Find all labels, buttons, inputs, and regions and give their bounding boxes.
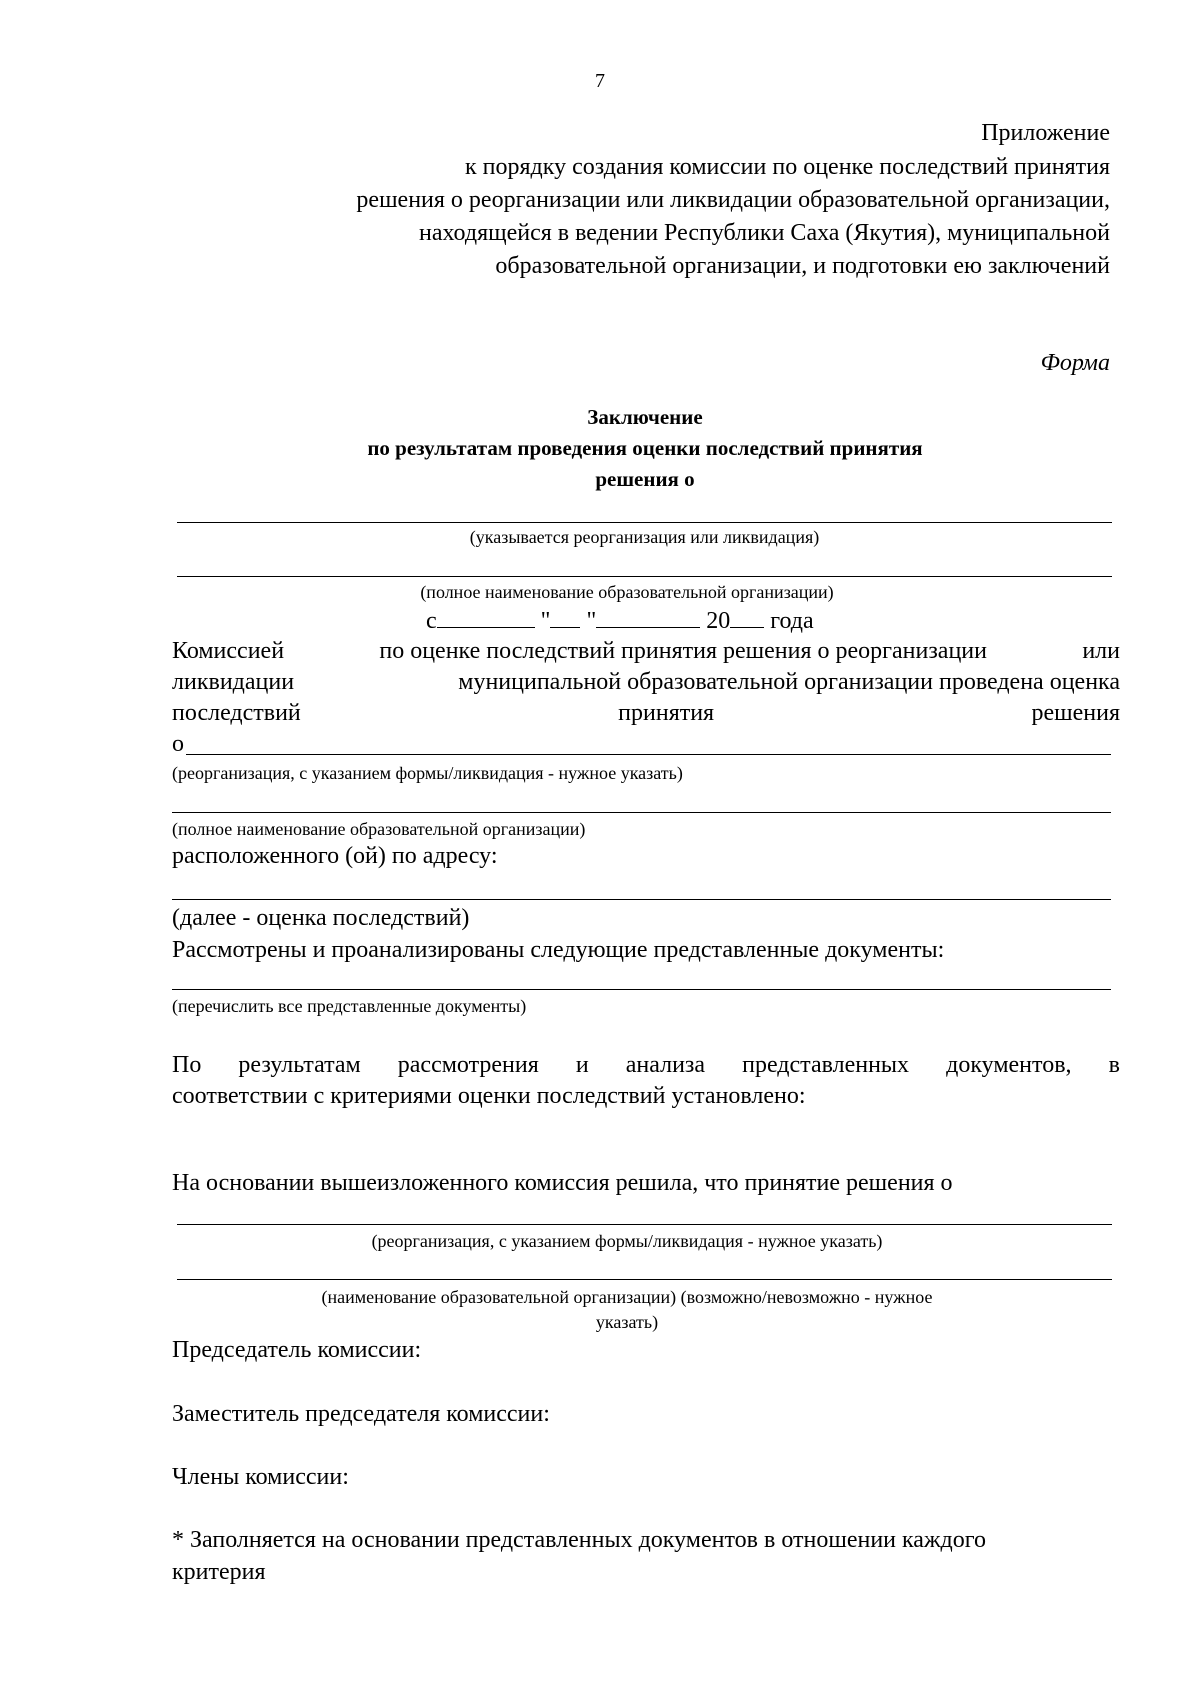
blank-line-org-name-2: [172, 812, 1111, 813]
date-field-blank[interactable]: [437, 606, 535, 628]
year-word: года: [770, 608, 814, 634]
commission-row-4-o: о: [172, 731, 184, 757]
results-row-2: соответствии с критериями оценки последствий установлено:: [172, 1083, 806, 1109]
appendix-line-4: образовательной организации, и подготовки ею заключений: [495, 253, 1110, 279]
members-label: Члены комиссии:: [172, 1464, 349, 1490]
appendix-title: Приложение: [981, 120, 1110, 146]
caption-documents-list: (перечислить все представленные документы): [172, 996, 527, 1016]
word: принятия: [618, 700, 715, 726]
commission-row-2: [172, 667, 1120, 697]
year-prefix: 20: [706, 608, 731, 634]
blank-line-org-name: [177, 576, 1112, 577]
word: анализа: [625, 1052, 706, 1078]
blank-line-address: [172, 899, 1111, 900]
chairman-label: Председатель комиссии:: [172, 1337, 422, 1363]
caption-org-possible-2: указать): [595, 1312, 659, 1332]
address-label: расположенного (ой) по адресу:: [172, 843, 498, 869]
date-line: [426, 606, 814, 636]
word: ликвидации: [172, 669, 295, 695]
form-label: Форма: [1040, 350, 1110, 376]
blank-line-reorg: [177, 522, 1112, 523]
year-field[interactable]: [730, 606, 764, 628]
word: результатам: [238, 1052, 361, 1078]
appendix-line-1: к порядку создания комиссии по оценке последствий принятия: [465, 154, 1110, 180]
blank-line-reorg-form-2: [177, 1224, 1112, 1225]
commission-row-1: [172, 636, 1120, 666]
appendix-line-3: находящейся в ведении Республики Саха (Якутия), муниципальной: [418, 220, 1110, 246]
caption-reorg-or-liq: (указывается реорганизация или ликвидация): [469, 527, 820, 547]
word: рассмотрения: [397, 1052, 539, 1078]
further-label: (далее - оценка последствий): [172, 905, 470, 931]
blank-line-reorg-form: [186, 754, 1111, 755]
caption-org-possible-1: (наименование образовательной организации) (возможно/невозможно - нужное: [321, 1287, 933, 1307]
quote-close: ": [586, 608, 597, 634]
blank-line-org-possible: [177, 1279, 1112, 1280]
word: в: [1108, 1052, 1120, 1078]
heading-line-1: Заключение: [587, 405, 703, 429]
word: документов,: [946, 1052, 1072, 1078]
word: последствий: [172, 700, 301, 726]
footnote-line-2: критерия: [172, 1559, 266, 1585]
commission-row-3: [172, 698, 1120, 728]
date-prefix: с: [426, 608, 437, 634]
heading-line-3: решения о: [595, 467, 695, 491]
decision-label: На основании вышеизложенного комиссия решила, что принятие решения о: [172, 1170, 953, 1196]
results-row-1: [172, 1050, 1120, 1080]
day-field[interactable]: [550, 606, 580, 628]
footnote-line-1: * Заполняется на основании представленных документов в отношении каждого: [172, 1527, 986, 1553]
appendix-line-2: решения о реорганизации или ликвидации образовательной организации,: [356, 187, 1110, 213]
word: По: [172, 1052, 202, 1078]
caption-reorg-form-2: (реорганизация, с указанием формы/ликвидация - нужное указать): [371, 1231, 883, 1251]
caption-org-full-name-2: (полное наименование образовательной организации): [172, 819, 586, 839]
blank-line-documents: [172, 989, 1111, 990]
reviewed-label: Рассмотрены и проанализированы следующие представленные документы:: [172, 937, 945, 963]
deputy-label: Заместитель председателя комиссии:: [172, 1401, 550, 1427]
caption-org-full-name: (полное наименование образовательной организации): [420, 582, 834, 602]
heading-line-2: по результатам проведения оценки последствий принятия: [367, 436, 923, 460]
word: Комиссией: [172, 638, 285, 664]
word: и: [575, 1052, 589, 1078]
caption-reorg-form: (реорганизация, с указанием формы/ликвидация - нужное указать): [172, 763, 683, 783]
word: муниципальной образовательной организации проведена оценка: [458, 669, 1120, 695]
word: решения: [1031, 700, 1120, 726]
word: по оценке последствий принятия решения о реорганизации: [379, 638, 987, 664]
month-field[interactable]: [596, 606, 700, 628]
quote-open: ": [540, 608, 551, 634]
page-number: 7: [595, 70, 605, 92]
word: или: [1082, 638, 1120, 664]
word: представленных: [742, 1052, 910, 1078]
